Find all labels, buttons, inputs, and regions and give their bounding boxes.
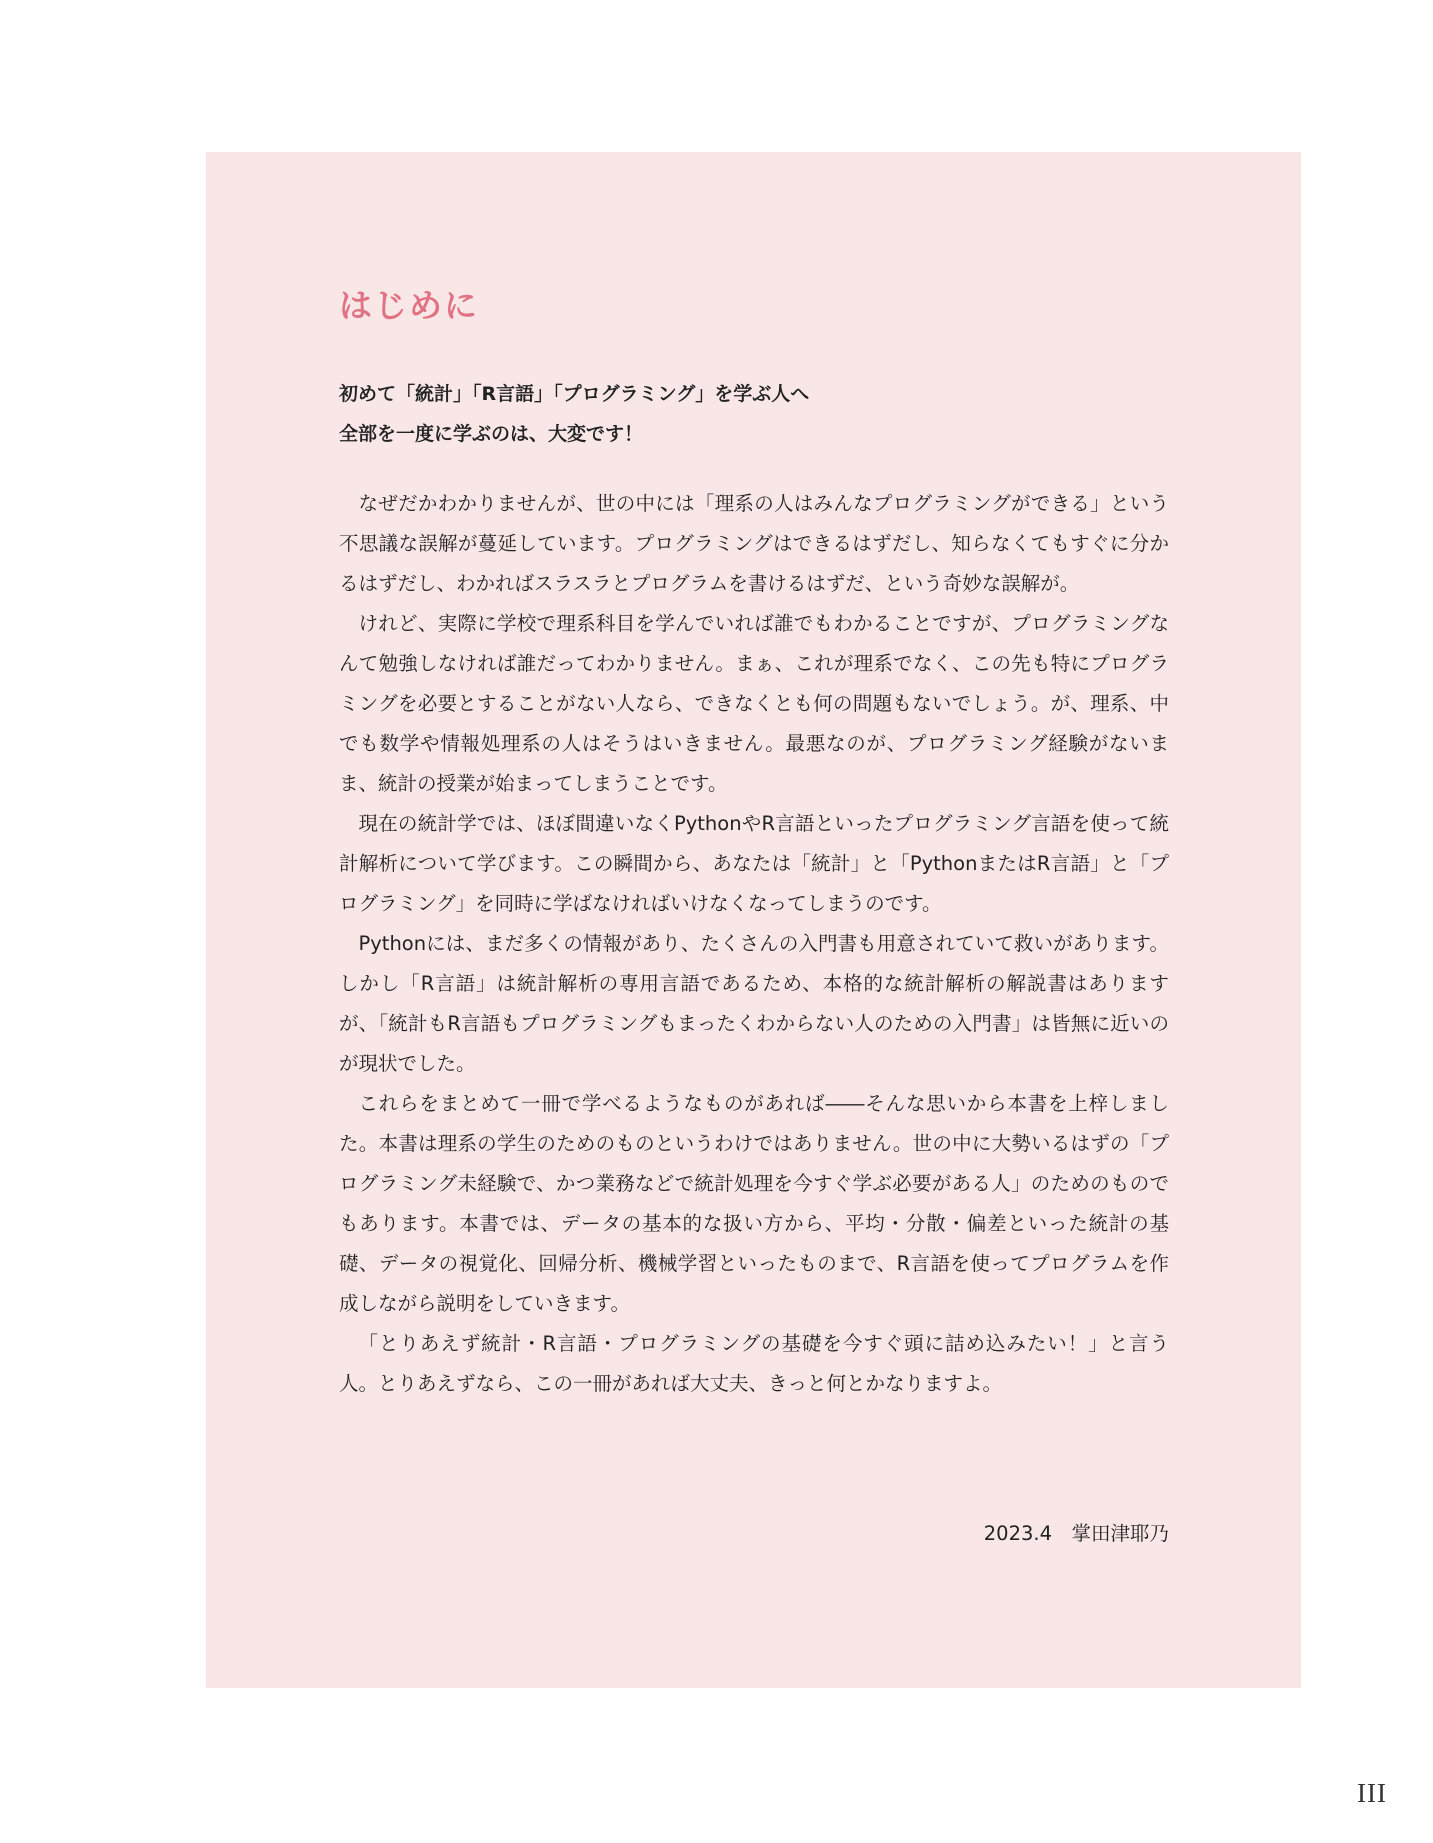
page-number: III bbox=[1357, 1778, 1387, 1808]
paragraph: けれど、実際に学校で理系科目を学んでいれば誰でもわかることですが、プログラミングなんて勉強しなければ誰だってわかりません。まぁ、これが理系でなく、この先も特にプログラミングを必要とすることがない人なら、できなくとも何の問題もないでしょう。が、理系、中でも数学や情報処理系の人はそうはいきません。最悪なのが、プログラミング経験がないまま、統計の授業が始まってしまうことです。 bbox=[339, 612, 1169, 795]
paragraph: Pythonには、まだ多くの情報があり、たくさんの入門書も用意されていて救いがあります。しかし「R言語」は統計解析の専用言語であるため、本格的な統計解析の解説書はありますが、「統計もR言語もプログラミングもまったくわからない人のための入門書」は皆無に近いのが現状でした。 bbox=[339, 932, 1169, 1075]
paragraph: 「とりあえず統計・R言語・プログラミングの基礎を今すぐ頭に詰め込みたい！」と言う人。とりあえずなら、この一冊があれば大丈夫、きっと何とかなりますよ。 bbox=[339, 1332, 1169, 1395]
page-title: はじめに bbox=[339, 286, 479, 325]
author-signature: 2023.4 掌田津耶乃 bbox=[983, 1522, 1169, 1545]
paragraph: 現在の統計学では、ほぼ間違いなくPythonやR言語といったプログラミング言語を使って統計解析について学びます。この瞬間から、あなたは「統計」と「PythonまたはR言語」と「プログラミング」を同時に学ばなければいけなくなってしまうのです。 bbox=[339, 812, 1169, 915]
paragraph: なぜだかわかりませんが、世の中には「理系の人はみんなプログラミングができる」という不思議な誤解が蔓延しています。プログラミングはできるはずだし、知らなくてもすぐに分かるはずだし、わかればスラスラとプログラムを書けるはずだ、という奇妙な誤解が。 bbox=[339, 492, 1169, 595]
lead-block bbox=[339, 374, 1169, 454]
lead-line: 全部を一度に学ぶのは、大変です！ bbox=[339, 423, 644, 445]
lead-line: 初めて「統計」「R言語」「プログラミング」を学ぶ人へ bbox=[339, 383, 810, 405]
paragraph: これらをまとめて一冊で学べるようなものがあれば――そんな思いから本書を上梓しました。本書は理系の学生のためのものというわけではありません。世の中に大勢いるはずの「プログラミング未経験で、かつ業務などで統計処理を今すぐ学ぶ必要がある人」のためのものでもあります。本書では、データの基本的な扱い方から、平均・分散・偏差といった統計の基礎、データの視覚化、回帰分析、機械学習といったものまで、R言語を使ってプログラムを作成しながら説明をしていきます。 bbox=[339, 1092, 1169, 1315]
body-text bbox=[339, 484, 1169, 1404]
